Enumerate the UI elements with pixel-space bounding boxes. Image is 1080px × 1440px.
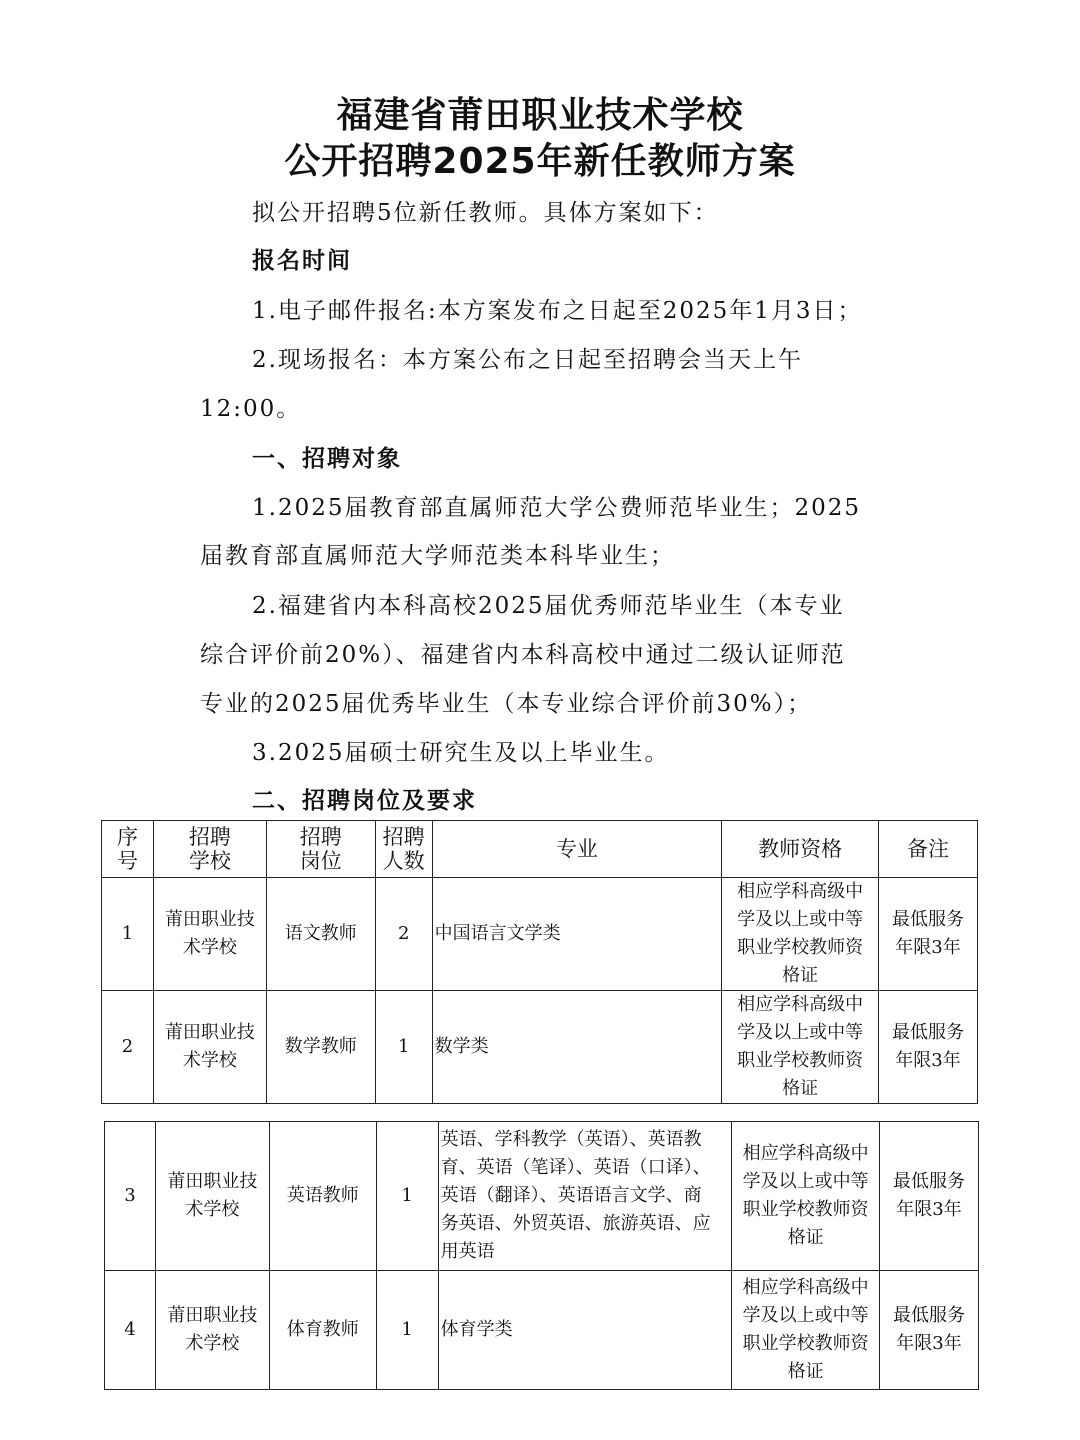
cell-major: 中国语言文学类 <box>432 878 722 991</box>
intro-text: 拟公开招聘5位新任教师。具体方案如下： <box>252 200 719 226</box>
section1-item-3: 3.2025届硕士研究生及以上毕业生。 <box>252 740 670 766</box>
document-title-line2: 公开招聘2025年新任教师方案 <box>284 141 796 182</box>
header-count: 招聘 人数 <box>375 821 432 878</box>
section1-item-2-line3: 专业的2025届优秀毕业生（本专业综合评价前30%）； <box>200 691 813 717</box>
document-title-line1: 福建省莆田职业技术学校 <box>336 95 744 136</box>
cell-post: 体育教师 <box>269 1271 376 1390</box>
table-row <box>102 991 978 1104</box>
table-header-row <box>102 821 978 878</box>
cell-major: 体育学类 <box>438 1271 732 1390</box>
cell-seq: 4 <box>105 1271 156 1390</box>
registration-item-1: 1.电子邮件报名:本方案发布之日起至2025年1月3日； <box>252 298 863 324</box>
cell-note: 最低服务 年限3年 <box>879 991 978 1104</box>
cell-qualification: 相应学科高级中 学及以上或中等 职业学校教师资 格证 <box>732 1271 880 1390</box>
cell-post: 语文教师 <box>266 878 375 991</box>
cell-major: 数学类 <box>432 991 722 1104</box>
cell-school: 莆田职业技 术学校 <box>155 1122 269 1271</box>
registration-item-2-line2: 12:00。 <box>200 396 302 422</box>
section1-item-1-line2: 届教育部直属师范大学师范类本科毕业生； <box>200 543 675 569</box>
cell-post: 英语教师 <box>269 1122 376 1271</box>
cell-note: 最低服务 年限3年 <box>879 878 978 991</box>
cell-count: 1 <box>376 1122 438 1271</box>
table-row <box>105 1271 979 1390</box>
section1-item-1-line1: 1.2025届教育部直属师范大学公费师范毕业生；2025 <box>252 495 862 521</box>
cell-note: 最低服务 年限3年 <box>880 1271 979 1390</box>
cell-count: 1 <box>375 991 432 1104</box>
cell-count: 2 <box>375 878 432 991</box>
cell-major: 英语、学科教学（英语）、英语教 育、英语（笔译）、英语（口译）、 英语（翻译）、英语语言文学、商 务英语、外贸英语、旅游英语、应 用英语 <box>438 1122 732 1271</box>
table-row <box>105 1122 979 1271</box>
cell-seq: 3 <box>105 1122 156 1271</box>
header-seq: 序 号 <box>102 821 154 878</box>
cell-seq: 2 <box>102 991 154 1104</box>
cell-school: 莆田职业技 术学校 <box>155 1271 269 1390</box>
cell-school: 莆田职业技 术学校 <box>153 991 266 1104</box>
cell-count: 1 <box>376 1271 438 1390</box>
cell-seq: 1 <box>102 878 154 991</box>
registration-heading: 报名时间 <box>252 248 352 274</box>
section1-heading: 一、招聘对象 <box>252 446 402 472</box>
table-row <box>102 878 978 991</box>
cell-qualification: 相应学科高级中 学及以上或中等 职业学校教师资 格证 <box>732 1122 880 1271</box>
cell-qualification: 相应学科高级中 学及以上或中等 职业学校教师资 格证 <box>722 991 879 1104</box>
section2-heading: 二、招聘岗位及要求 <box>252 788 477 814</box>
header-school: 招聘 学校 <box>153 821 266 878</box>
header-post: 招聘 岗位 <box>266 821 375 878</box>
header-note: 备注 <box>879 821 978 878</box>
cell-school: 莆田职业技 术学校 <box>153 878 266 991</box>
header-qualification: 教师资格 <box>722 821 879 878</box>
cell-qualification: 相应学科高级中 学及以上或中等 职业学校教师资 格证 <box>722 878 879 991</box>
header-major: 专业 <box>432 821 722 878</box>
positions-table-part1 <box>101 820 978 1104</box>
section1-item-2-line1: 2.福建省内本科高校2025届优秀师范毕业生（本专业 <box>252 593 845 619</box>
section1-item-2-line2: 综合评价前20%）、福建省内本科高校中通过二级认证师范 <box>200 642 846 668</box>
cell-note: 最低服务 年限3年 <box>880 1122 979 1271</box>
positions-table-part2 <box>104 1121 979 1390</box>
registration-item-2-line1: 2.现场报名：本方案公布之日起至招聘会当天上午 <box>252 347 803 373</box>
cell-post: 数学教师 <box>266 991 375 1104</box>
